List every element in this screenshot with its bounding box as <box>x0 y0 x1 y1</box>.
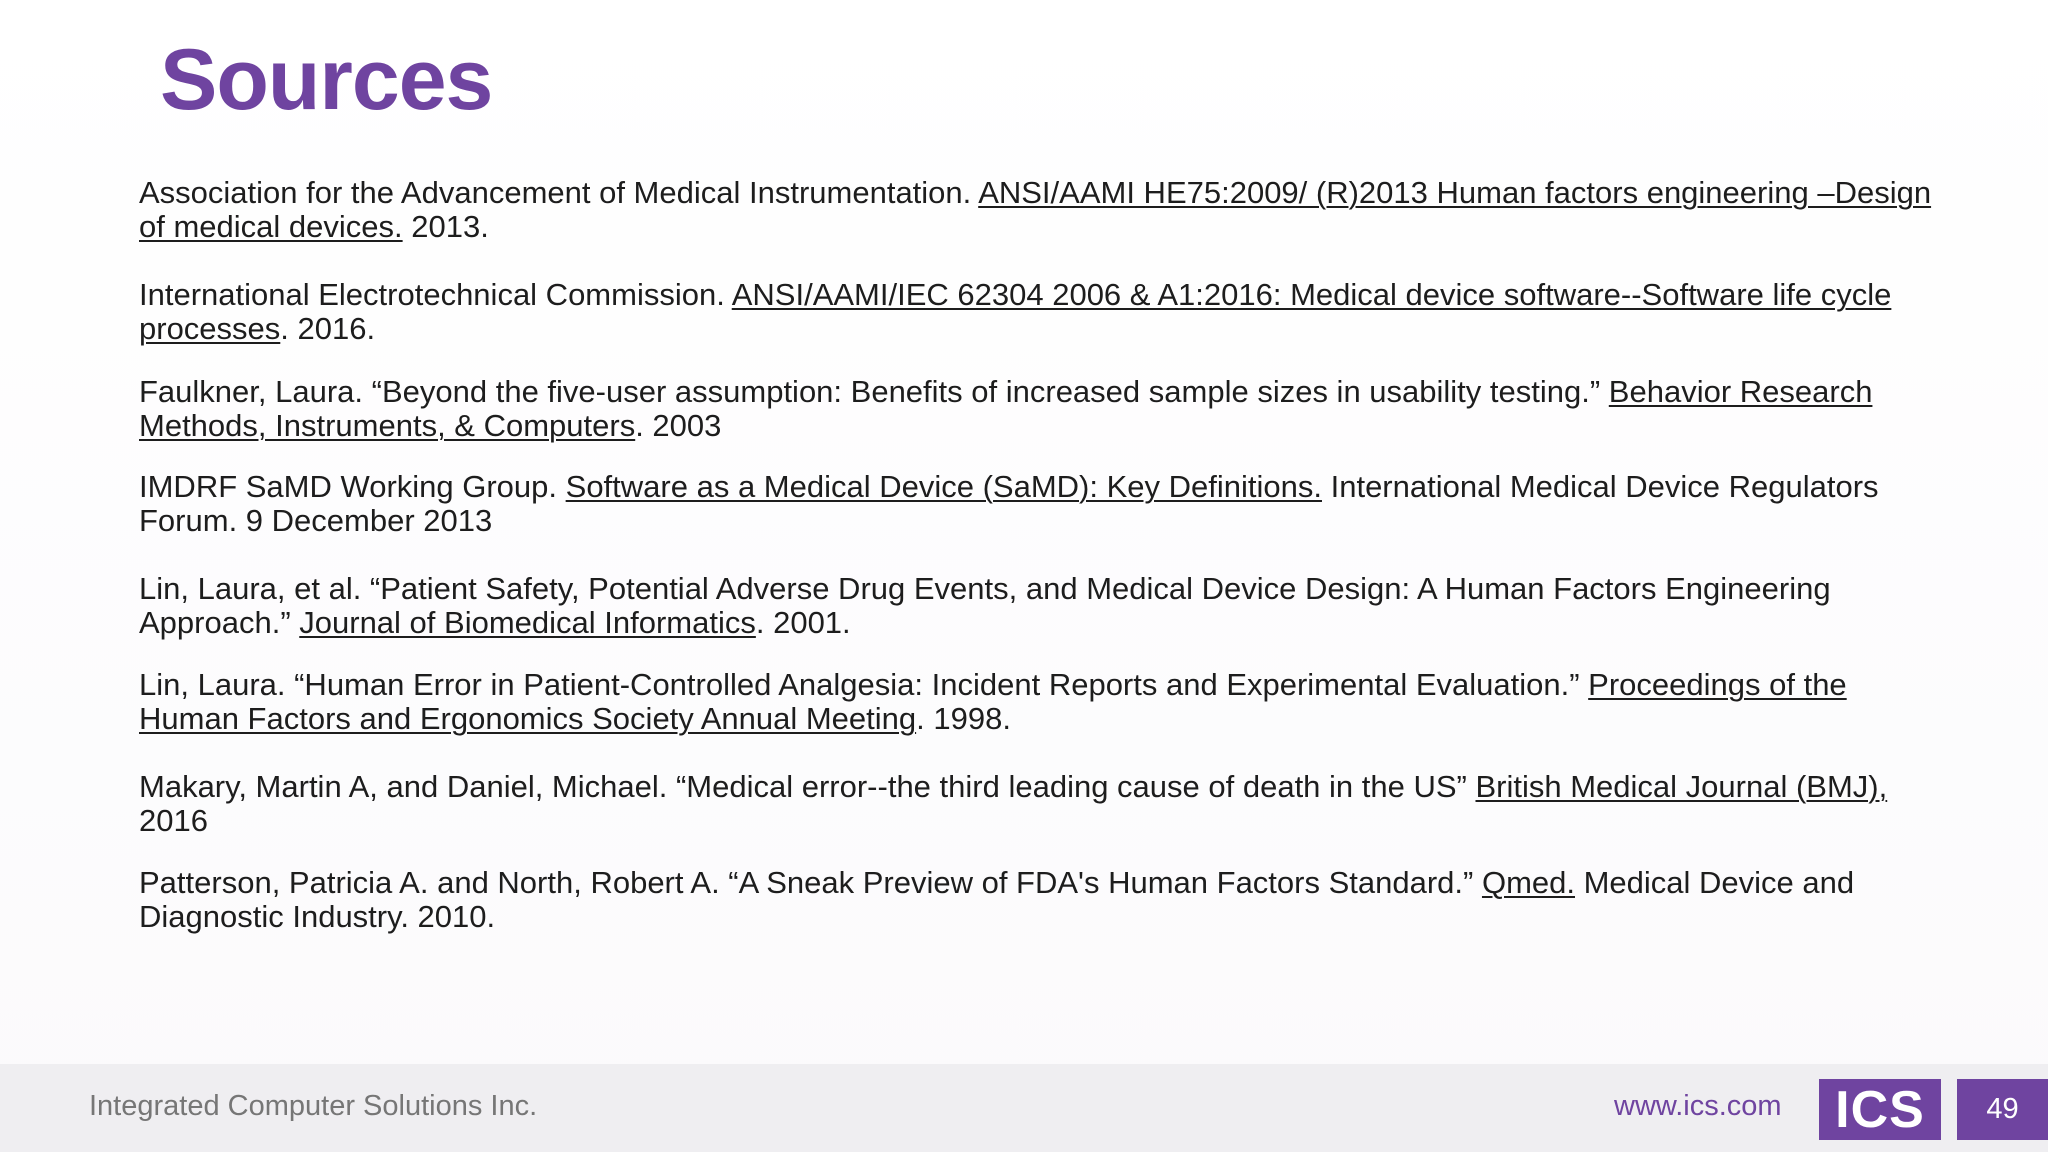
reference-text: Association for the Advancement of Medical Instrumentation. <box>139 175 979 210</box>
reference-item <box>139 770 1939 838</box>
reference-text: International Medical Device Regulators Forum. 9 December 2013 <box>139 469 1879 538</box>
reference-link[interactable]: ANSI/AAMI HE75:2009/ (R)2013 Human factors engineering –Design of medical devices. <box>139 175 1932 244</box>
reference-text: Lin, Laura. “Human Error in Patient-Controlled Analgesia: Incident Reports and Experimental Evaluation.” <box>139 667 1589 702</box>
reference-item <box>139 668 1939 736</box>
page-number-badge <box>1957 1079 2048 1140</box>
reference-text: Makary, Martin A, and Daniel, Michael. “Medical error--the third leading cause of death in the US” <box>139 769 1476 804</box>
reference-item <box>139 572 1939 640</box>
reference-link[interactable]: ANSI/AAMI/IEC 62304 2006 & A1:2016: Medical device software--Software life cycle processes <box>139 277 1892 346</box>
reference-text: . 2016. <box>280 311 376 346</box>
reference-text: Lin, Laura, et al. “Patient Safety, Potential Adverse Drug Events, and Medical Device Design: A Human Factors Engineering Approach.” <box>139 571 1831 640</box>
reference-link[interactable]: Qmed. <box>1481 865 1575 900</box>
reference-item <box>139 176 1939 244</box>
logo-text: ICS <box>1835 1080 1925 1139</box>
reference-link[interactable]: Journal of Biomedical Informatics <box>299 605 756 640</box>
reference-text: 2016 <box>139 803 208 838</box>
reference-text: Faulkner, Laura. “Beyond the five-user assumption: Benefits of increased sample sizes in usability testing.” <box>139 374 1609 409</box>
reference-text: Patterson, Patricia A. and North, Robert A. “A Sneak Preview of FDA's Human Factors Standard.” <box>139 865 1482 900</box>
reference-link[interactable]: Software as a Medical Device (SaMD): Key Definitions. <box>565 469 1322 504</box>
reference-item <box>139 866 1939 934</box>
reference-text: . 2003 <box>635 408 722 443</box>
reference-text: . 1998. <box>916 701 1011 736</box>
reference-link[interactable]: Behavior Research Methods, Instruments, & Computers <box>139 374 1873 443</box>
footer-website-link[interactable]: www.ics.com <box>1614 1090 1782 1122</box>
reference-item <box>139 375 1939 443</box>
reference-item <box>139 278 1939 346</box>
reference-text: 2013. <box>402 209 489 244</box>
reference-link[interactable]: Proceedings of the Human Factors and Ergonomics Society Annual Meeting <box>139 667 1847 736</box>
reference-text: . 2001. <box>755 605 851 640</box>
ics-logo <box>1819 1079 1941 1140</box>
reference-link[interactable]: British Medical Journal (BMJ), <box>1475 769 1888 804</box>
reference-text: Medical Device and Diagnostic Industry. 2010. <box>139 865 1855 934</box>
page-number: 49 <box>1986 1093 2019 1125</box>
page-title: Sources <box>160 32 493 128</box>
reference-text: IMDRF SaMD Working Group. <box>139 469 566 504</box>
footer-company-name: Integrated Computer Solutions Inc. <box>89 1090 538 1122</box>
reference-item <box>139 470 1939 538</box>
reference-text: International Electrotechnical Commission. <box>139 277 732 312</box>
footer-bar <box>0 1064 2048 1152</box>
